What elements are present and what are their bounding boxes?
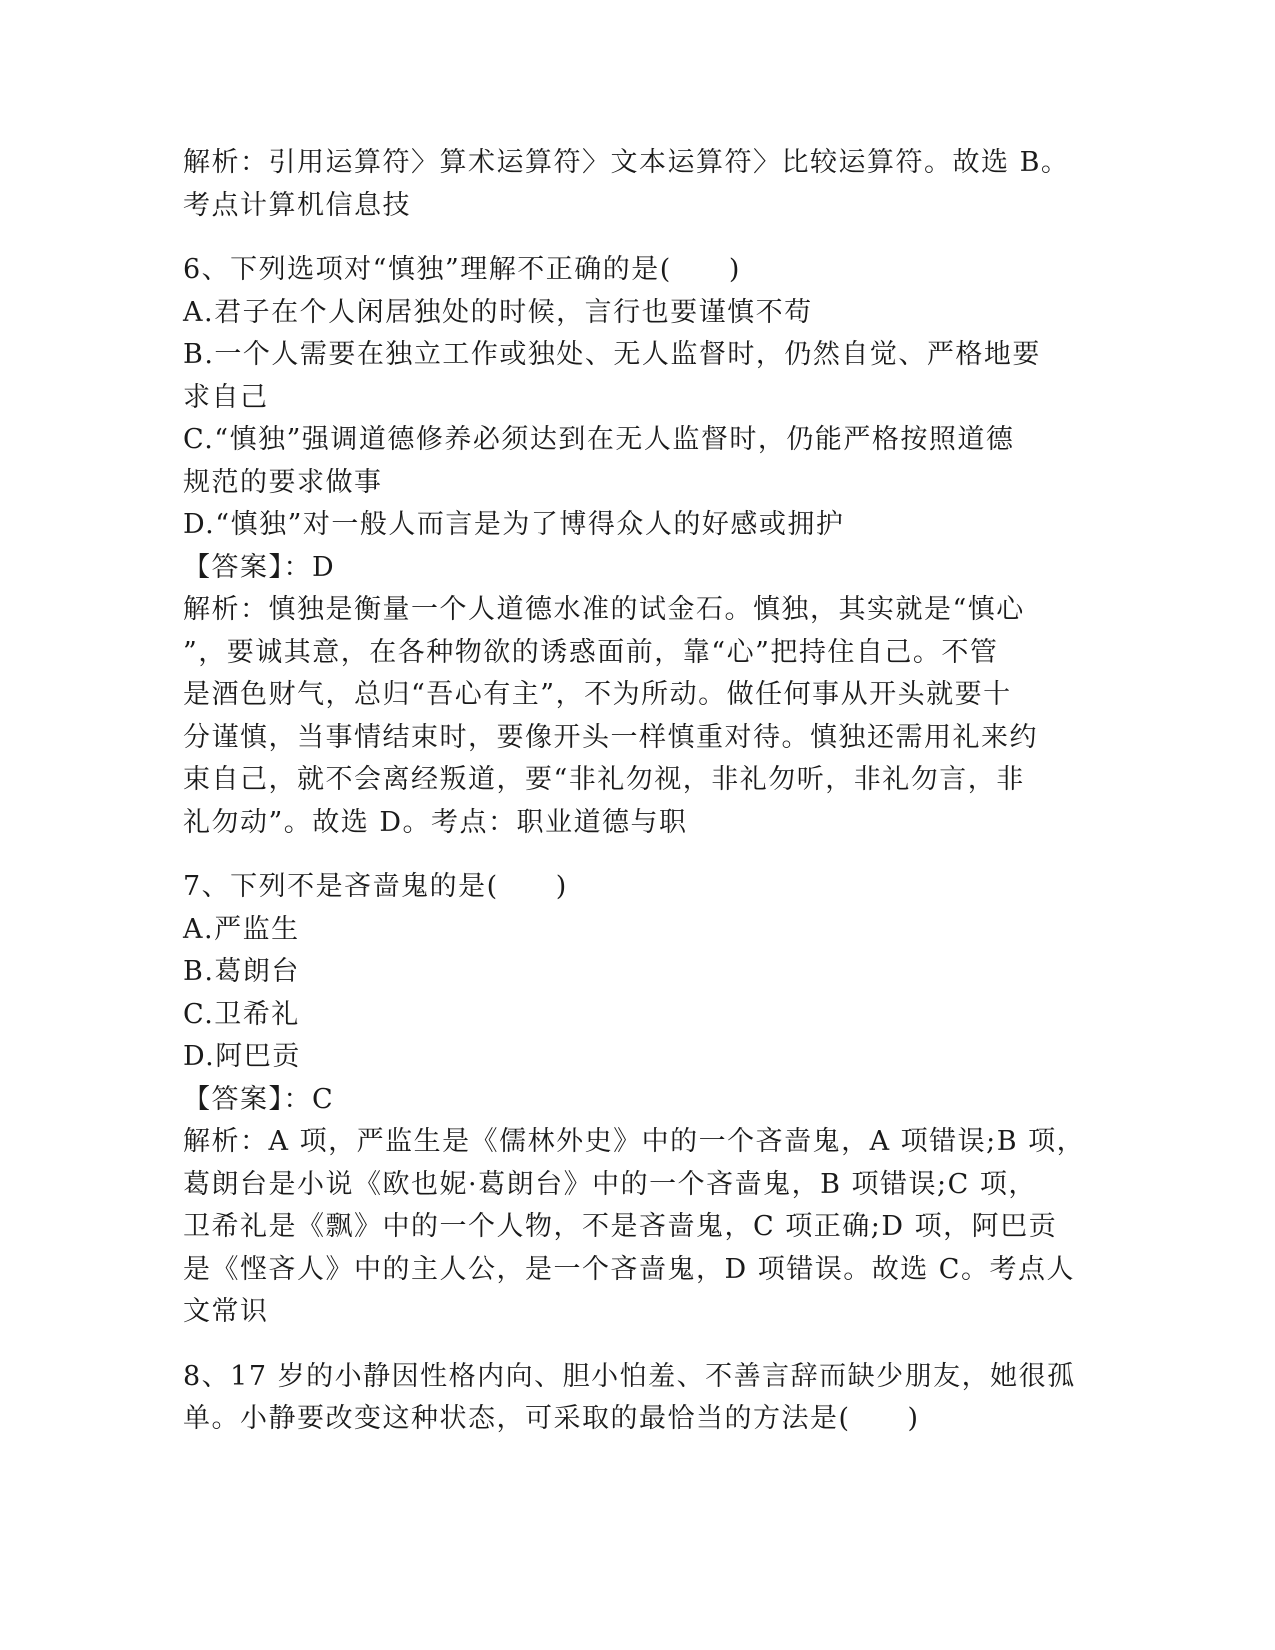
explanation-line: 解析：引用运算符〉算术运算符〉文本运算符〉比较运算符。故选 B。 xyxy=(183,147,1070,178)
question-stem-cont: 单。小静要改变这种状态，可采取的最恰当的方法是( ) xyxy=(183,1403,920,1434)
question-stem: 8、17 岁的小静因性格内向、胆小怕羞、不善言辞而缺少朋友，她很孤 xyxy=(183,1360,1076,1392)
question-7 xyxy=(183,866,1086,1334)
option-c: C.“慎独”强调道德修养必须达到在无人监督时，仍能严格按照道德 xyxy=(183,424,1015,455)
question-stem: 7、下列不是吝啬鬼的是( ) xyxy=(183,871,568,902)
explanation-line: 分谨慎，当事情结束时，要像开头一样慎重对待。慎独还需用礼来约 xyxy=(183,721,1038,753)
option-b-cont: 求自己 xyxy=(183,381,269,413)
option-d: D.“慎独”对一般人而言是为了博得众人的好感或拥护 xyxy=(183,509,845,540)
option-a: A.严监生 xyxy=(183,913,300,945)
explanation-line: 文常识 xyxy=(183,1296,269,1327)
question-8 xyxy=(183,1356,1083,1441)
option-a: A.君子在个人闲居独处的时候，言行也要谨慎不苟 xyxy=(183,296,813,328)
explanation-line: ”，要诚其意，在各种物欲的诱惑面前，靠“心”把持住自己。不管 xyxy=(183,636,999,668)
explanation-line: 葛朗台是小说《欧也妮·葛朗台》中的一个吝啬鬼，B 项错误;C 项， xyxy=(183,1168,1037,1200)
question-5-explanation-tail xyxy=(183,142,1083,227)
explanation-line: 解析：A 项，严监生是《儒林外史》中的一个吝啬鬼，A 项错误;B 项， xyxy=(183,1126,1086,1157)
answer-line: 【答案】：C xyxy=(183,1083,335,1115)
question-stem: 6、下列选项对“慎独”理解不正确的是( ) xyxy=(183,254,741,285)
explanation-line: 考点计算机信息技 xyxy=(183,189,411,221)
option-c: C.卫希礼 xyxy=(183,998,300,1030)
explanation-line: 解析：慎独是衡量一个人道德水准的试金石。慎独，其实就是“慎心 xyxy=(183,594,1025,625)
explanation-line: 是《悭吝人》中的主人公，是一个吝啬鬼，D 项错误。故选 C。考点人 xyxy=(183,1253,1075,1285)
option-d: D.阿巴贡 xyxy=(183,1041,301,1072)
option-b: B.一个人需要在独立工作或独处、无人监督时，仍然自觉、严格地要 xyxy=(183,339,1041,370)
option-c-cont: 规范的要求做事 xyxy=(183,466,383,498)
question-6 xyxy=(183,249,1083,844)
explanation-line: 卫希礼是《飘》中的一个人物，不是吝啬鬼，C 项正确;D 项，阿巴贡 xyxy=(183,1211,1058,1242)
option-b: B.葛朗台 xyxy=(183,956,300,987)
document-page xyxy=(183,142,1086,1441)
explanation-line: 礼勿动”。故选 D。考点：职业道德与职 xyxy=(183,806,688,838)
answer-line: 【答案】：D xyxy=(183,551,336,583)
explanation-line: 是酒色财气，总归“吾心有主”，不为所动。做任何事从开头就要十 xyxy=(183,679,1012,710)
explanation-line: 束自己，就不会离经叛道，要“非礼勿视，非礼勿听，非礼勿言，非 xyxy=(183,764,1025,795)
